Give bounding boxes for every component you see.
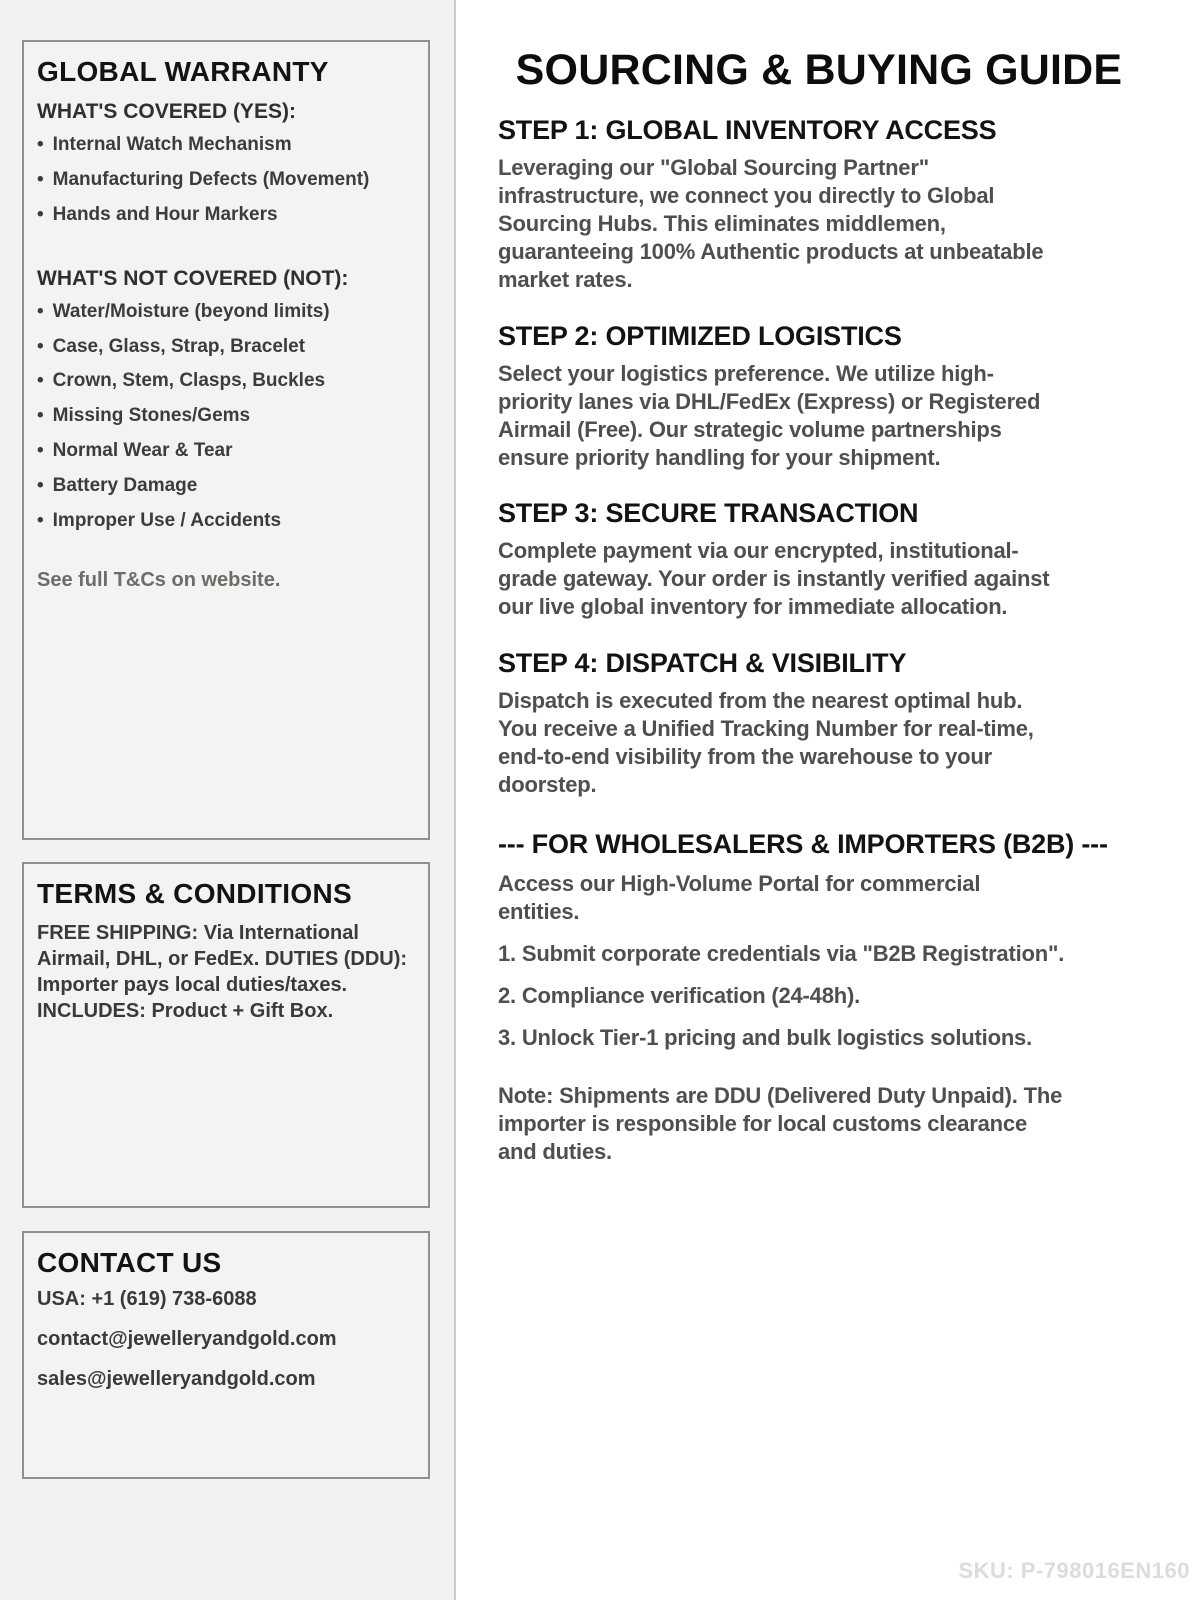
b2b-heading: --- FOR WHOLESALERS & IMPORTERS (B2B) --- (498, 829, 1108, 859)
step-3-body: Complete payment via our encrypted, institutional-grade gateway. Your order is instantly verified against our live global inventory for immediate allocation. (498, 538, 1050, 620)
contact-email-primary: contact@jewelleryandgold.com (37, 1328, 337, 1350)
list-item-label: Missing Stones/Gems (52, 405, 251, 427)
list-item (37, 128, 412, 163)
bullet-icon: • (37, 168, 44, 190)
contact-phone: USA: +1 (619) 738-6088 (37, 1288, 257, 1310)
terms-title: TERMS & CONDITIONS (37, 878, 352, 909)
terms-body: FREE SHIPPING: Via International Airmail, DHL, or FedEx. DUTIES (DDU): Importer pays local duties/taxes. INCLUDES: Product + Gift Box. (37, 922, 408, 1022)
bullet-icon: • (37, 300, 44, 322)
step-4-heading: STEP 4: DISPATCH & VISIBILITY (498, 648, 907, 679)
page-title: SOURCING & BUYING GUIDE (515, 46, 1123, 94)
b2b-step-3: 3. Unlock Tier-1 pricing and bulk logistics solutions. (498, 1024, 1033, 1050)
bullet-icon: • (37, 203, 44, 225)
list-item (37, 163, 412, 198)
sidebar (0, 0, 456, 1600)
b2b-note: Note: Shipments are DDU (Delivered Duty Unpaid). The importer is responsible for local customs clearance and duties. (498, 1082, 1063, 1164)
warranty-title: GLOBAL WARRANTY (37, 56, 329, 87)
b2b-step-2: 2. Compliance verification (24-48h). (498, 982, 861, 1008)
bullet-icon: • (37, 510, 44, 532)
list-item-label: Crown, Stem, Clasps, Buckles (52, 370, 326, 392)
list-item-label: Water/Moisture (beyond limits) (52, 300, 330, 322)
step-4-body: Dispatch is executed from the nearest optimal hub. You receive a Unified Tracking Number for real-time, end-to-end visibility from the warehouse to your doorstep. (498, 688, 1034, 798)
step-1-body: Leveraging our "Global Sourcing Partner" infrastructure, we connect you directly to Global Sourcing Hubs. This eliminates middlemen, guaranteeing 100% Authentic products at unbeatable market rates. (498, 155, 1044, 292)
terms-panel (22, 862, 430, 1208)
bullet-icon: • (37, 370, 44, 392)
main-content (458, 0, 1200, 1600)
bullet-icon: • (37, 440, 44, 462)
list-item (37, 469, 412, 504)
list-item (37, 434, 412, 469)
not-covered-heading: WHAT'S NOT COVERED (NOT): (37, 266, 349, 290)
bullet-icon: • (37, 405, 44, 427)
step-1-section (498, 115, 1140, 294)
list-item-label: Manufacturing Defects (Movement) (52, 168, 370, 190)
bullet-icon: • (37, 475, 44, 497)
step-2-body: Select your logistics preference. We utilize high-priority lanes via DHL/FedEx (Express) or Registered Airmail (Free). Our strategic volume partnerships ensure priority handling for your shipment. (498, 360, 1041, 470)
step-1-heading: STEP 1: GLOBAL INVENTORY ACCESS (498, 115, 997, 145)
contact-panel (22, 1231, 430, 1479)
list-item (37, 504, 412, 539)
contact-title: CONTACT US (37, 1247, 222, 1278)
list-item-label: Hands and Hour Markers (52, 203, 278, 225)
list-item-label: Case, Glass, Strap, Bracelet (52, 335, 306, 357)
step-4-section (498, 648, 1140, 799)
list-item (37, 295, 412, 330)
bullet-icon: • (37, 134, 44, 155)
sku-label: SKU: P-798016EN160 (958, 1558, 1190, 1583)
covered-list (37, 128, 412, 233)
warranty-footer-note: See full T&Cs on website. (37, 568, 281, 591)
step-2-section (498, 321, 1140, 472)
step-3-section (498, 498, 1140, 621)
warranty-panel (22, 40, 430, 840)
list-item (37, 399, 412, 434)
covered-heading: WHAT'S COVERED (YES): (37, 100, 296, 123)
list-item-label: Improper Use / Accidents (52, 510, 282, 532)
list-item (37, 198, 412, 233)
list-item (37, 330, 412, 365)
contact-email-sales: sales@jewelleryandgold.com (37, 1368, 316, 1390)
list-item (37, 364, 412, 399)
bullet-icon: • (37, 335, 44, 357)
step-2-heading: STEP 2: OPTIMIZED LOGISTICS (498, 320, 902, 351)
not-covered-list (37, 295, 412, 539)
list-item-label: Internal Watch Mechanism (52, 134, 292, 155)
list-item-label: Normal Wear & Tear (52, 440, 233, 462)
b2b-intro: Access our High-Volume Portal for commercial entities. (498, 871, 981, 924)
list-item-label: Battery Damage (52, 475, 198, 497)
step-3-heading: STEP 3: SECURE TRANSACTION (498, 498, 919, 529)
b2b-section (498, 829, 1140, 1166)
b2b-step-1: 1. Submit corporate credentials via "B2B Registration". (498, 940, 1065, 966)
